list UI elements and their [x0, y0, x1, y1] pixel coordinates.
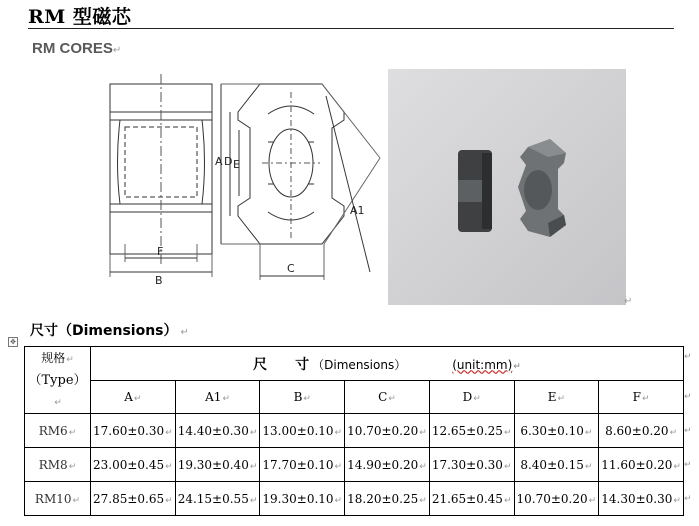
dimension-value: 14.30±0.30 — [601, 491, 673, 506]
cell-mark: ↵ — [249, 461, 258, 472]
table-move-handle-icon[interactable]: ✥ — [8, 337, 18, 347]
cell-mark: ↵ — [669, 427, 678, 438]
dim-label-e: E — [233, 158, 240, 171]
dimension-value: 11.60±0.20 — [601, 457, 673, 472]
cell-mark: ↵ — [68, 427, 77, 438]
paragraph-mark: ↵ — [112, 45, 122, 56]
cell-mark: ↵ — [673, 461, 681, 472]
cell-mark: ↵ — [419, 461, 427, 472]
cell-mark: ↵ — [642, 394, 650, 404]
type-header-en: （Type） — [28, 372, 87, 388]
dimension-value: 27.85±0.65 — [93, 491, 165, 506]
dimensions-table — [24, 346, 684, 516]
dimension-value-cell — [175, 414, 260, 448]
cell-mark: ↵ — [557, 394, 566, 404]
dimension-value-cell — [260, 482, 345, 516]
cell-mark: ↵ — [165, 427, 173, 438]
dimension-value-cell — [91, 414, 176, 448]
dimension-value: 14.90±0.20 — [347, 457, 419, 472]
cell-mark: ↵ — [222, 394, 230, 404]
subtitle-text: RM CORES — [32, 40, 113, 57]
cell-mark: ↵ — [673, 495, 681, 506]
dimension-value-cell — [345, 448, 430, 482]
dimension-value: 12.65±0.25 — [431, 423, 503, 438]
dimension-value: 24.15±0.55 — [177, 491, 249, 506]
dimension-value: 6.30±0.10 — [520, 423, 584, 438]
dimensions-header-cell — [91, 347, 684, 381]
cell-mark: ↵ — [513, 361, 521, 372]
column-header-d — [429, 381, 514, 414]
dimensions-heading-text: 尺寸（Dimensions） — [30, 323, 178, 339]
dimension-value-cell — [345, 414, 430, 448]
column-header-label: B — [293, 390, 303, 404]
cell-mark: ↵ — [133, 394, 142, 404]
column-header-f — [599, 381, 684, 414]
dimension-value-cell — [599, 448, 684, 482]
row-end-mark: ↵ — [684, 392, 692, 402]
dimension-value: 23.00±0.45 — [93, 457, 165, 472]
dim-label-b: B — [155, 274, 163, 287]
type-header-cn: 规格 — [41, 350, 66, 365]
table-row — [25, 448, 684, 482]
dimension-value: 21.65±0.45 — [431, 491, 503, 506]
type-header-cell — [25, 347, 91, 414]
dimension-value-cell — [599, 414, 684, 448]
dimension-value: 13.00±0.10 — [262, 423, 334, 438]
dimensions-header-cn: 尺 寸 — [253, 356, 310, 373]
cell-mark: ↵ — [503, 427, 512, 438]
dimension-value-cell — [260, 414, 345, 448]
row-end-mark: ↵ — [684, 494, 692, 504]
column-header-label: F — [632, 390, 641, 404]
dim-label-f: F — [157, 245, 164, 258]
dimension-value: 19.30±0.40 — [177, 457, 249, 472]
column-header-b — [260, 381, 345, 414]
dimension-value-cell — [91, 482, 176, 516]
photo-paragraph-mark: ↵ — [624, 296, 633, 307]
unit-label: (unit:mm) — [452, 357, 513, 372]
dimension-value-cell — [429, 482, 514, 516]
cell-mark: ↵ — [249, 495, 258, 506]
type-cell — [25, 482, 91, 516]
core-half-side — [458, 150, 492, 232]
cell-mark: ↵ — [303, 394, 311, 404]
heading-paragraph-mark: ↵ — [180, 327, 189, 338]
cell-mark: ↵ — [503, 495, 512, 506]
dimension-value-cell — [599, 482, 684, 516]
page-title: RM 型磁芯 — [28, 6, 132, 28]
type-label: RM8 — [38, 457, 68, 472]
column-header-a — [91, 381, 176, 414]
dimension-value: 8.40±0.15 — [520, 457, 584, 472]
row-end-mark: ↵ — [684, 426, 692, 436]
cell-mark: ↵ — [584, 461, 593, 472]
dim-label-a: A — [215, 155, 223, 168]
dimension-value-cell — [260, 448, 345, 482]
dim-label-d: D — [224, 155, 233, 168]
rm-core-technical-drawing — [98, 72, 388, 287]
dimension-value-cell — [429, 448, 514, 482]
row-end-mark: ↵ — [684, 352, 692, 362]
cell-mark: ↵ — [165, 495, 173, 506]
dimension-value: 14.40±0.30 — [177, 423, 249, 438]
dimensions-header-en: （Dimensions） — [312, 357, 407, 372]
cell-mark: ↵ — [66, 354, 74, 365]
cell-mark: ↵ — [68, 461, 77, 472]
cell-mark: ↵ — [419, 495, 427, 506]
dimension-value: 17.60±0.30 — [93, 423, 165, 438]
dim-label-c: C — [287, 262, 295, 275]
type-label: RM10 — [34, 491, 72, 506]
column-header-e — [514, 381, 599, 414]
cell-mark: ↵ — [503, 461, 512, 472]
table-header-row — [25, 347, 684, 381]
dimension-value-cell — [514, 448, 599, 482]
dim-label-a1: A1 — [350, 204, 365, 217]
dimensions-heading — [30, 320, 189, 340]
table-body — [25, 414, 684, 516]
column-header-label: A — [124, 390, 133, 404]
cell-mark: ↵ — [473, 394, 481, 404]
dimension-value-cell — [175, 482, 260, 516]
cell-mark: ↵ — [165, 461, 173, 472]
table-row — [25, 482, 684, 516]
column-header-label: D — [462, 390, 473, 404]
column-header-c — [345, 381, 430, 414]
dimension-value: 10.70±0.20 — [347, 423, 419, 438]
cell-mark: ↵ — [588, 495, 597, 506]
cell-mark: ↵ — [334, 495, 343, 506]
cell-mark: ↵ — [419, 427, 427, 438]
dimension-value: 10.70±0.20 — [516, 491, 588, 506]
column-header-row — [25, 381, 684, 414]
cell-mark: ↵ — [584, 427, 593, 438]
dimension-value: 8.60±0.20 — [605, 423, 669, 438]
dimension-value-cell — [345, 482, 430, 516]
dimension-value: 19.30±0.10 — [262, 491, 334, 506]
rm-core-photo — [388, 69, 626, 305]
row-end-mark: ↵ — [684, 460, 692, 470]
table-row — [25, 414, 684, 448]
cell-mark: ↵ — [388, 394, 396, 404]
cell-mark: ↵ — [334, 461, 343, 472]
dimension-value-cell — [514, 414, 599, 448]
column-header-label: E — [547, 390, 557, 404]
type-label: RM6 — [38, 423, 68, 438]
page-subtitle — [32, 40, 121, 57]
type-cell — [25, 448, 91, 482]
column-header-a1 — [175, 381, 260, 414]
cell-mark: ↵ — [54, 397, 62, 408]
column-header-label: C — [378, 390, 388, 404]
dimension-value: 17.30±0.30 — [431, 457, 503, 472]
cell-mark: ↵ — [72, 495, 81, 506]
dimension-value-cell — [91, 448, 176, 482]
title-divider — [28, 28, 674, 29]
type-cell — [25, 414, 91, 448]
dimension-value: 18.20±0.25 — [347, 491, 419, 506]
dimension-value-cell — [429, 414, 514, 448]
cell-mark: ↵ — [334, 427, 343, 438]
dimension-value: 17.70±0.10 — [262, 457, 334, 472]
column-header-label: A1 — [205, 390, 222, 404]
dimension-value-cell — [514, 482, 599, 516]
cell-mark: ↵ — [249, 427, 258, 438]
dimension-value-cell — [175, 448, 260, 482]
